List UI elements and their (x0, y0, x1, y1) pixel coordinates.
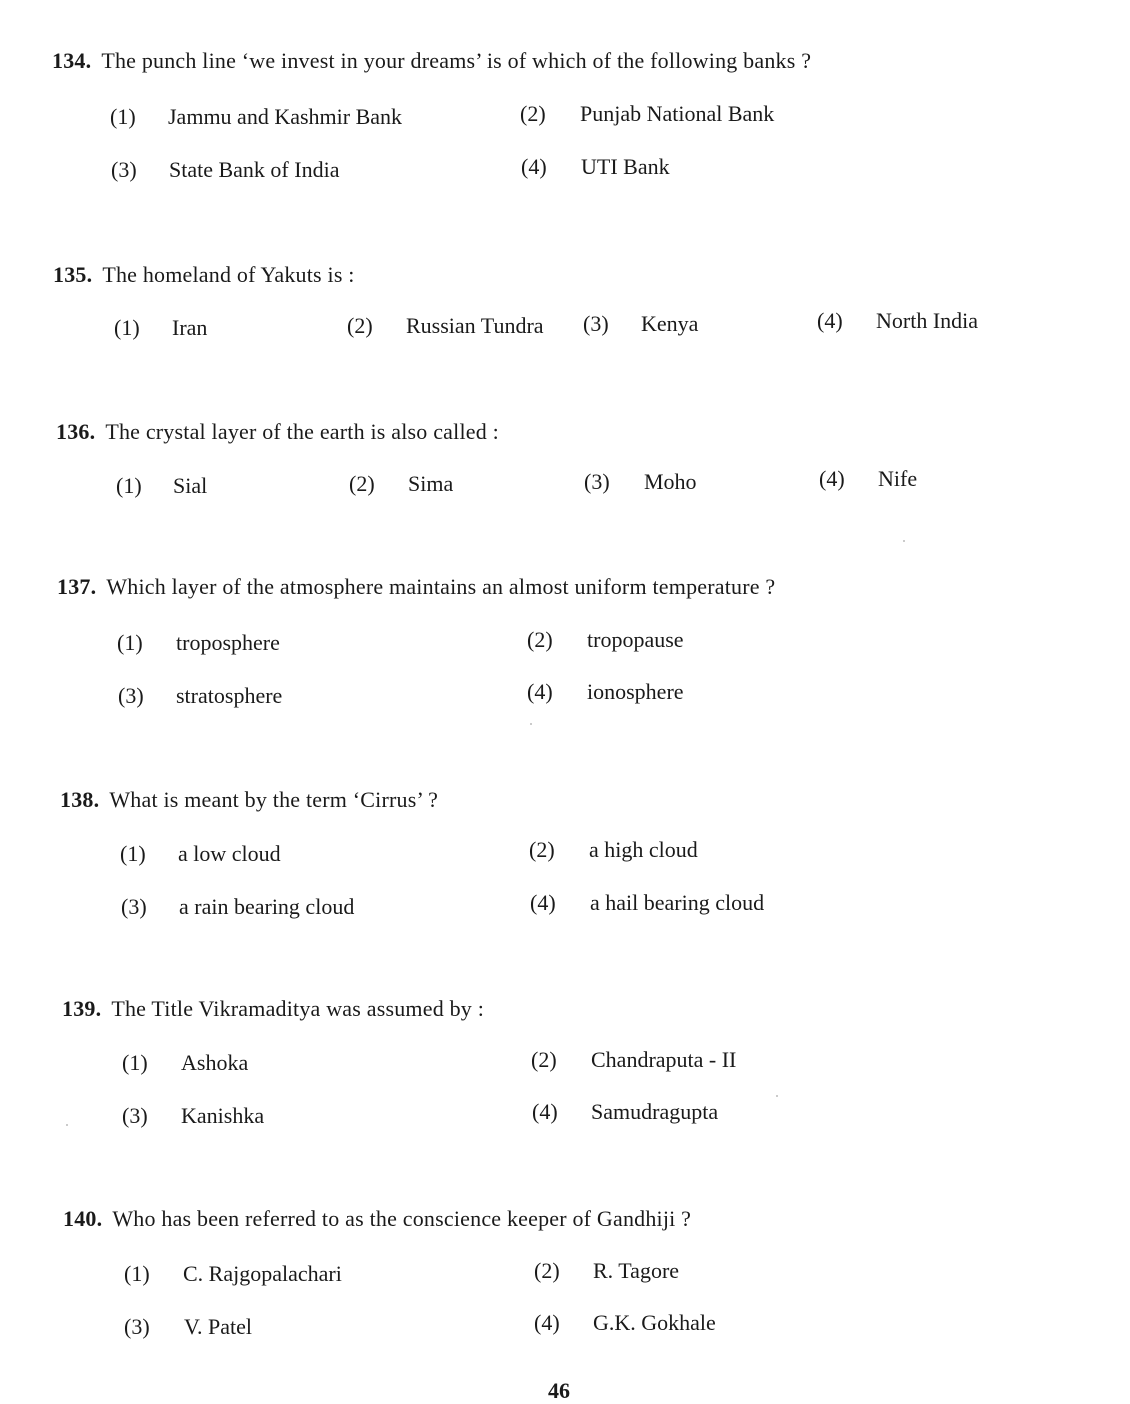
option-text: stratosphere (176, 683, 283, 708)
question-text: Which layer of the atmosphere maintains an almost uniform temperature ? (106, 574, 776, 599)
option-text: State Bank of India (169, 157, 340, 182)
option-text: G.K. Gokhale (593, 1310, 716, 1335)
question-text: What is meant by the term ‘Cirrus’ ? (109, 787, 439, 812)
option-number: (1) (117, 630, 143, 655)
option-number: (2) (529, 837, 555, 862)
option-number: (1) (122, 1050, 148, 1075)
option-number: (1) (114, 315, 140, 340)
option-text: troposphere (176, 630, 280, 655)
option-text: UTI Bank (581, 154, 670, 179)
question-number: 136. (56, 419, 96, 444)
option-text: C. Rajgopalachari (183, 1261, 342, 1286)
question-stem (52, 48, 811, 74)
option-text: a rain bearing cloud (179, 894, 355, 919)
option-text: Samudragupta (591, 1099, 719, 1124)
question-text: The homeland of Yakuts is : (102, 262, 355, 287)
option-text: R. Tagore (593, 1258, 680, 1283)
option-text: Ashoka (181, 1050, 249, 1075)
option-number: (4) (521, 154, 547, 179)
option-number: (4) (530, 890, 556, 915)
option-number: (3) (121, 894, 147, 919)
question-stem (57, 574, 775, 600)
option-number: (1) (120, 841, 146, 866)
page-number: 46 (548, 1378, 570, 1403)
option-number: (4) (817, 308, 843, 333)
option-text: Iran (172, 315, 208, 340)
scan-speck (66, 1124, 68, 1126)
option-text: a low cloud (178, 841, 281, 866)
option-number: (4) (819, 466, 845, 491)
option-text: ionosphere (587, 679, 684, 704)
question-text: The punch line ‘we invest in your dreams’ is of which of the following banks ? (101, 48, 812, 73)
option-text: tropopause (587, 627, 684, 652)
option-text: Sima (408, 471, 454, 496)
scan-speck (776, 1095, 778, 1097)
question-number: 140. (63, 1206, 103, 1231)
option-number: (4) (527, 679, 553, 704)
option-number: (3) (124, 1314, 150, 1339)
option-number: (2) (531, 1047, 557, 1072)
question-stem (53, 262, 355, 288)
option-text: Kanishka (181, 1103, 265, 1128)
option-number: (4) (534, 1310, 560, 1335)
option-text: a hail bearing cloud (590, 890, 765, 915)
option-number: (3) (584, 469, 610, 494)
question-number: 134. (52, 48, 92, 73)
option-number: (2) (534, 1258, 560, 1283)
option-text: Punjab National Bank (580, 101, 775, 126)
option-text: Kenya (641, 311, 699, 336)
option-text: V. Patel (184, 1314, 253, 1339)
question-number: 137. (57, 574, 97, 599)
option-text: Sial (173, 473, 208, 498)
option-text: Jammu and Kashmir Bank (168, 104, 403, 129)
option-text: a high cloud (589, 837, 698, 862)
question-text: The crystal layer of the earth is also called : (105, 419, 499, 444)
option-number: (2) (520, 101, 546, 126)
option-number: (3) (111, 157, 137, 182)
question-number: 138. (60, 787, 100, 812)
option-number: (1) (110, 104, 136, 129)
option-text: Chandraputa - II (591, 1047, 737, 1072)
option-number: (3) (118, 683, 144, 708)
question-stem (56, 419, 499, 445)
option-number: (1) (116, 473, 142, 498)
scan-speck (530, 723, 532, 725)
question-number: 135. (53, 262, 93, 287)
option-number: (1) (124, 1261, 150, 1286)
question-stem (63, 1206, 691, 1232)
option-text: Nife (878, 466, 918, 491)
option-number: (4) (532, 1099, 558, 1124)
scan-speck (903, 540, 905, 542)
option-number: (2) (349, 471, 375, 496)
option-text: North India (876, 308, 979, 333)
option-number: (3) (122, 1103, 148, 1128)
question-number: 139. (62, 996, 102, 1021)
option-text: Moho (644, 469, 697, 494)
option-text: Russian Tundra (406, 313, 544, 338)
option-number: (3) (583, 311, 609, 336)
question-text: The Title Vikramaditya was assumed by : (111, 996, 485, 1021)
question-stem (62, 996, 484, 1022)
option-number: (2) (527, 627, 553, 652)
option-number: (2) (347, 313, 373, 338)
question-text: Who has been referred to as the conscience keeper of Gandhiji ? (112, 1206, 692, 1231)
question-stem (60, 787, 438, 813)
